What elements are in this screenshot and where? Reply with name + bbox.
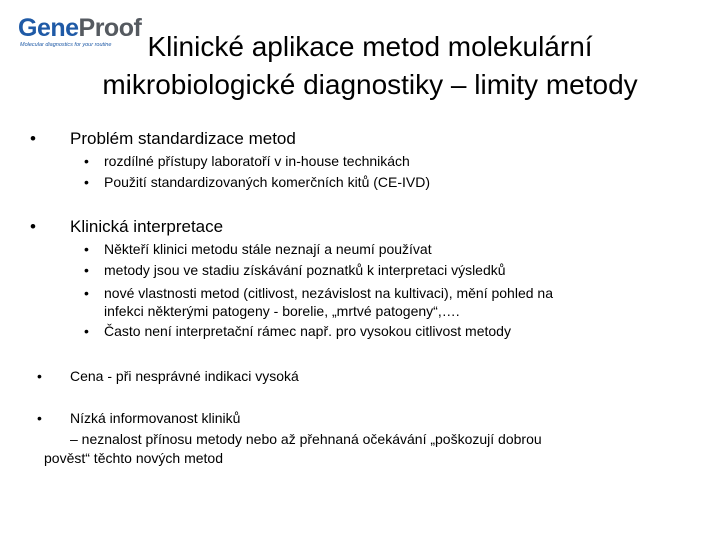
bullet: • <box>30 217 36 236</box>
nizka-label: Nízká informovanost kliniků <box>70 410 241 426</box>
list-item-continuation: infekci některými patogeny - borelie, „mrtvé patogeny“,…. <box>104 303 460 319</box>
nizka-text-line: – neznalost přínosu metody nebo až přehnaná očekávání „poškozují dobrou <box>70 431 542 447</box>
bullet: • <box>84 174 89 190</box>
logo-tagline: Molecular diagnostics for your routine <box>20 42 112 48</box>
title-line-1: Klinické aplikace metod molekulární <box>147 31 593 62</box>
cena-item <box>70 367 299 385</box>
bullet: • <box>84 323 89 339</box>
bullet: • <box>84 241 89 257</box>
slide-content: • Problém standardizace metod • rozdílné přístupy laboratoří v in-house technikách • Použití standardizovaných komerčních kitů (CE-IVD) • Klinická interpretace • Někteří klinici metodu stále neznají a neumí používat • metody jsou ve stadiu získávání poznatků k interpretaci výsledků • nové vlastnosti metod (citlivost, nezávislost na kultivaci), mění pohled na infekci některými patogeny - borelie, „mrtvé patogeny“,…. • Často není interpretační rámec např. pro vysokou citlivost metody • Cena - při nesprávné indikaci vysoká • Nízká informovanost kliniků – neznalost přínosu metody nebo až přehnaná očekávání „poškozují dobrou pověst“ těchto nových metod <box>30 129 553 466</box>
cena-text: - při nesprávné indikaci vysoká <box>103 368 299 384</box>
title-line-2: mikrobiologické diagnostiky – limity metody <box>102 69 638 100</box>
bullet: • <box>37 410 42 426</box>
bullet: • <box>84 262 89 278</box>
bullet: • <box>30 129 36 148</box>
logo-wordmark: GeneProof <box>18 14 142 42</box>
nizka-text-line: pověst“ těchto nových metod <box>44 450 223 466</box>
cena-label: Cena <box>70 368 104 384</box>
bullet: • <box>37 368 42 384</box>
bullet: • <box>84 153 89 169</box>
bullet: • <box>84 285 89 301</box>
